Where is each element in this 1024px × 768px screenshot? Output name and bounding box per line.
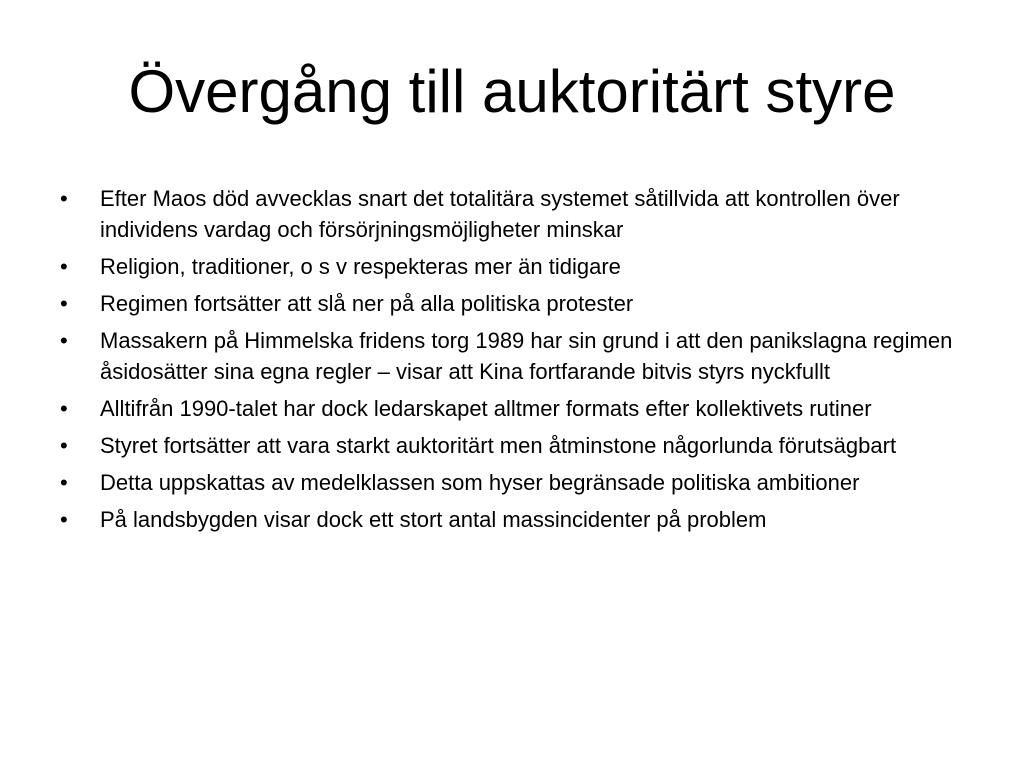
bullet-icon: •	[60, 186, 68, 211]
bullet-item	[60, 430, 960, 461]
bullet-item	[60, 325, 960, 387]
bullet-icon: •	[60, 254, 68, 279]
bullet-text: Religion, traditioner, o s v respekteras mer än tidigare	[100, 254, 621, 279]
bullet-item	[60, 183, 960, 245]
bullet-item	[60, 288, 960, 319]
bullet-icon: •	[60, 328, 68, 353]
bullet-icon: •	[60, 470, 68, 495]
bullet-item	[60, 251, 960, 282]
slide-title: Övergång till auktoritärt styre	[128, 58, 896, 125]
bullet-icon: •	[60, 396, 68, 421]
bullet-text: Efter Maos död avvecklas snart det totalitära systemet såtillvida att kontrollen över individens vardag och försörjningsmöjligheter minskar	[100, 186, 900, 242]
bullet-text: Detta uppskattas av medelklassen som hyser begränsade politiska ambitioner	[100, 470, 860, 495]
bullet-item	[60, 504, 960, 535]
bullet-text: Alltifrån 1990-talet har dock ledarskapet alltmer formats efter kollektivets rutiner	[100, 396, 872, 421]
bullet-icon: •	[60, 507, 68, 532]
bullet-list	[60, 183, 960, 541]
bullet-icon: •	[60, 433, 68, 458]
bullet-text: Styret fortsätter att vara starkt auktoritärt men åtminstone någorlunda förutsägbart	[100, 433, 897, 458]
bullet-text: Regimen fortsätter att slå ner på alla politiska protester	[100, 291, 634, 316]
bullet-item	[60, 467, 960, 498]
bullet-text: På landsbygden visar dock ett stort antal massincidenter på problem	[100, 507, 767, 532]
bullet-text: Massakern på Himmelska fridens torg 1989 har sin grund i att den panikslagna regimen åsidosätter sina egna regler – visar att Kina fortfarande bitvis styrs nyckfullt	[100, 328, 953, 384]
bullet-item	[60, 393, 960, 424]
bullet-icon: •	[60, 291, 68, 316]
